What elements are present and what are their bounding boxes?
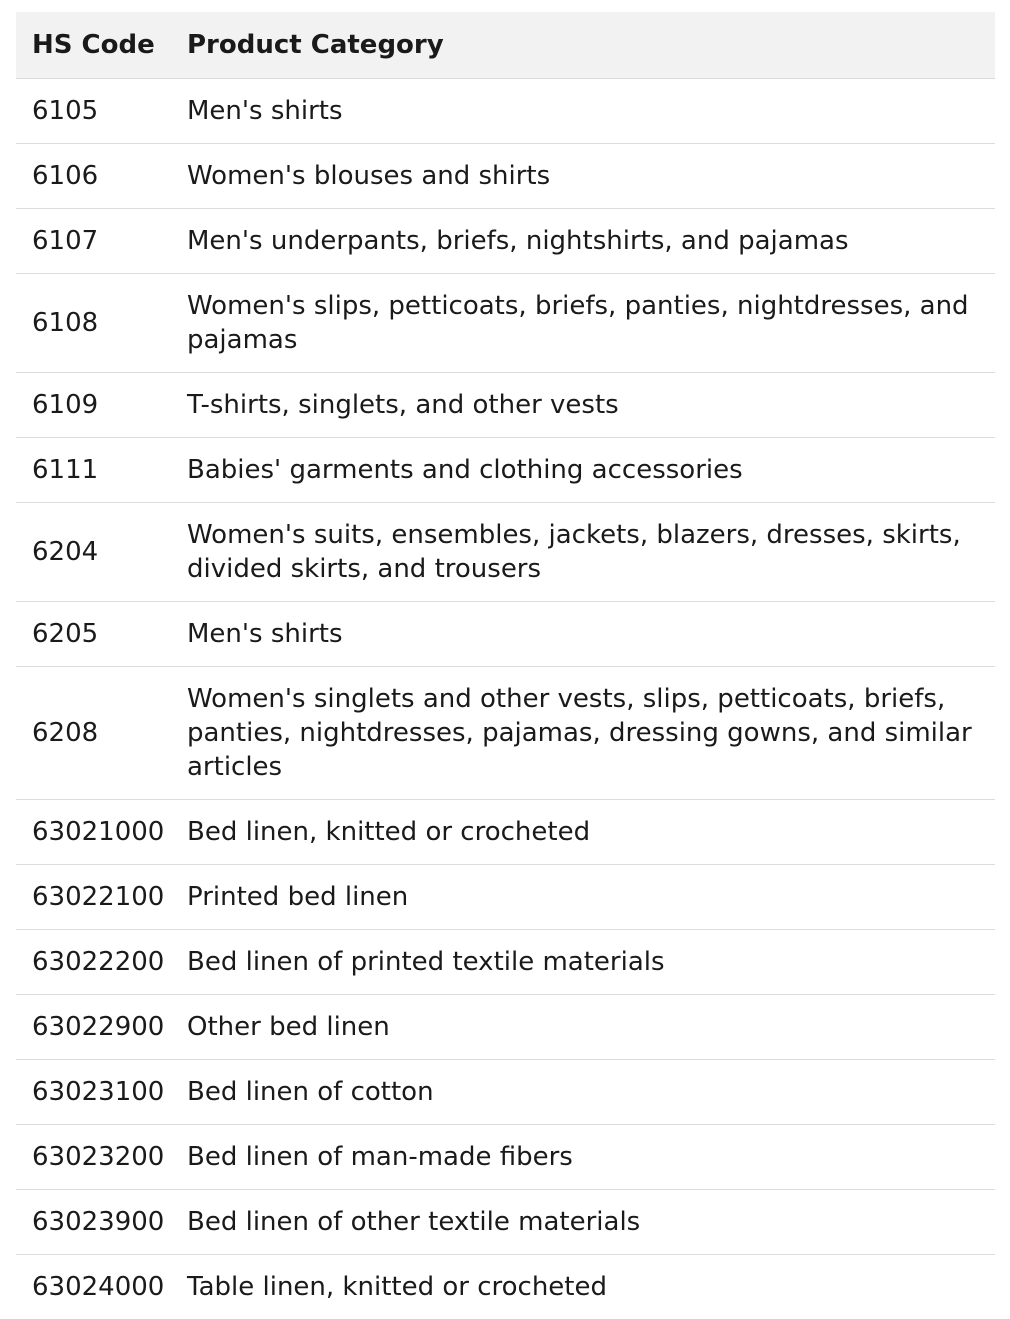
table-row (16, 437, 995, 502)
table-row (16, 666, 995, 799)
table-row (16, 929, 995, 994)
product-category-cell: T-shirts, singlets, and other vests (171, 372, 995, 437)
hs-code-table (16, 12, 995, 1319)
product-category-cell: Bed linen of man-made fibers (171, 1124, 995, 1189)
product-category-cell: Bed linen of printed textile materials (171, 929, 995, 994)
hs-code-cell: 63023900 (16, 1189, 171, 1254)
table-row (16, 1059, 995, 1124)
hs-code-cell: 63022900 (16, 994, 171, 1059)
table-row (16, 864, 995, 929)
hs-code-cell: 63022200 (16, 929, 171, 994)
hs-code-cell: 63021000 (16, 799, 171, 864)
product-category-cell: Women's singlets and other vests, slips, petticoats, briefs, panties, nightdresses, pajamas, dressing gowns, and similar articles (171, 666, 995, 799)
product-category-cell: Printed bed linen (171, 864, 995, 929)
hs-code-cell: 63023100 (16, 1059, 171, 1124)
product-category-cell: Bed linen of other textile materials (171, 1189, 995, 1254)
table-row (16, 273, 995, 372)
table-row (16, 372, 995, 437)
hs-code-cell: 6107 (16, 208, 171, 273)
product-category-cell: Babies' garments and clothing accessories (171, 437, 995, 502)
header-product-category: Product Category (171, 12, 995, 78)
hs-code-cell: 6204 (16, 502, 171, 601)
product-category-cell: Men's shirts (171, 601, 995, 666)
hs-code-cell: 6108 (16, 273, 171, 372)
product-category-cell: Women's slips, petticoats, briefs, panties, nightdresses, and pajamas (171, 273, 995, 372)
header-hs-code: HS Code (16, 12, 171, 78)
table-row (16, 601, 995, 666)
hs-code-cell: 63023200 (16, 1124, 171, 1189)
product-category-cell: Bed linen of cotton (171, 1059, 995, 1124)
table-row (16, 1189, 995, 1254)
table-row (16, 1254, 995, 1319)
hs-code-cell: 6105 (16, 78, 171, 143)
product-category-cell: Table linen, knitted or crocheted (187, 1271, 607, 1302)
table-row (16, 143, 995, 208)
header-row (16, 12, 995, 78)
product-category-cell: Other bed linen (171, 994, 995, 1059)
table-row (16, 78, 995, 143)
hs-code-cell: 63022100 (16, 864, 171, 929)
hs-code-cell: 6208 (16, 666, 171, 799)
table-row (16, 502, 995, 601)
table-header (16, 12, 995, 78)
table-row (16, 1124, 995, 1189)
product-category-cell: Women's suits, ensembles, jackets, blazers, dresses, skirts, divided skirts, and trousers (171, 502, 995, 601)
hs-code-cell: 6106 (16, 143, 171, 208)
table-row (16, 208, 995, 273)
hs-code-cell: 6111 (16, 437, 171, 502)
hs-code-cell: 6205 (16, 601, 171, 666)
product-category-cell: Bed linen, knitted or crocheted (171, 799, 995, 864)
table-row (16, 994, 995, 1059)
hs-code-cell: 6109 (16, 372, 171, 437)
hs-code-table-container (16, 12, 995, 1319)
table-body (16, 78, 995, 1319)
table-row (16, 799, 995, 864)
product-category-cell: Men's shirts (171, 78, 995, 143)
product-category-cell: Men's underpants, briefs, nightshirts, and pajamas (171, 208, 995, 273)
hs-code-cell: 63024000 (32, 1271, 165, 1302)
product-category-cell: Women's blouses and shirts (171, 143, 995, 208)
